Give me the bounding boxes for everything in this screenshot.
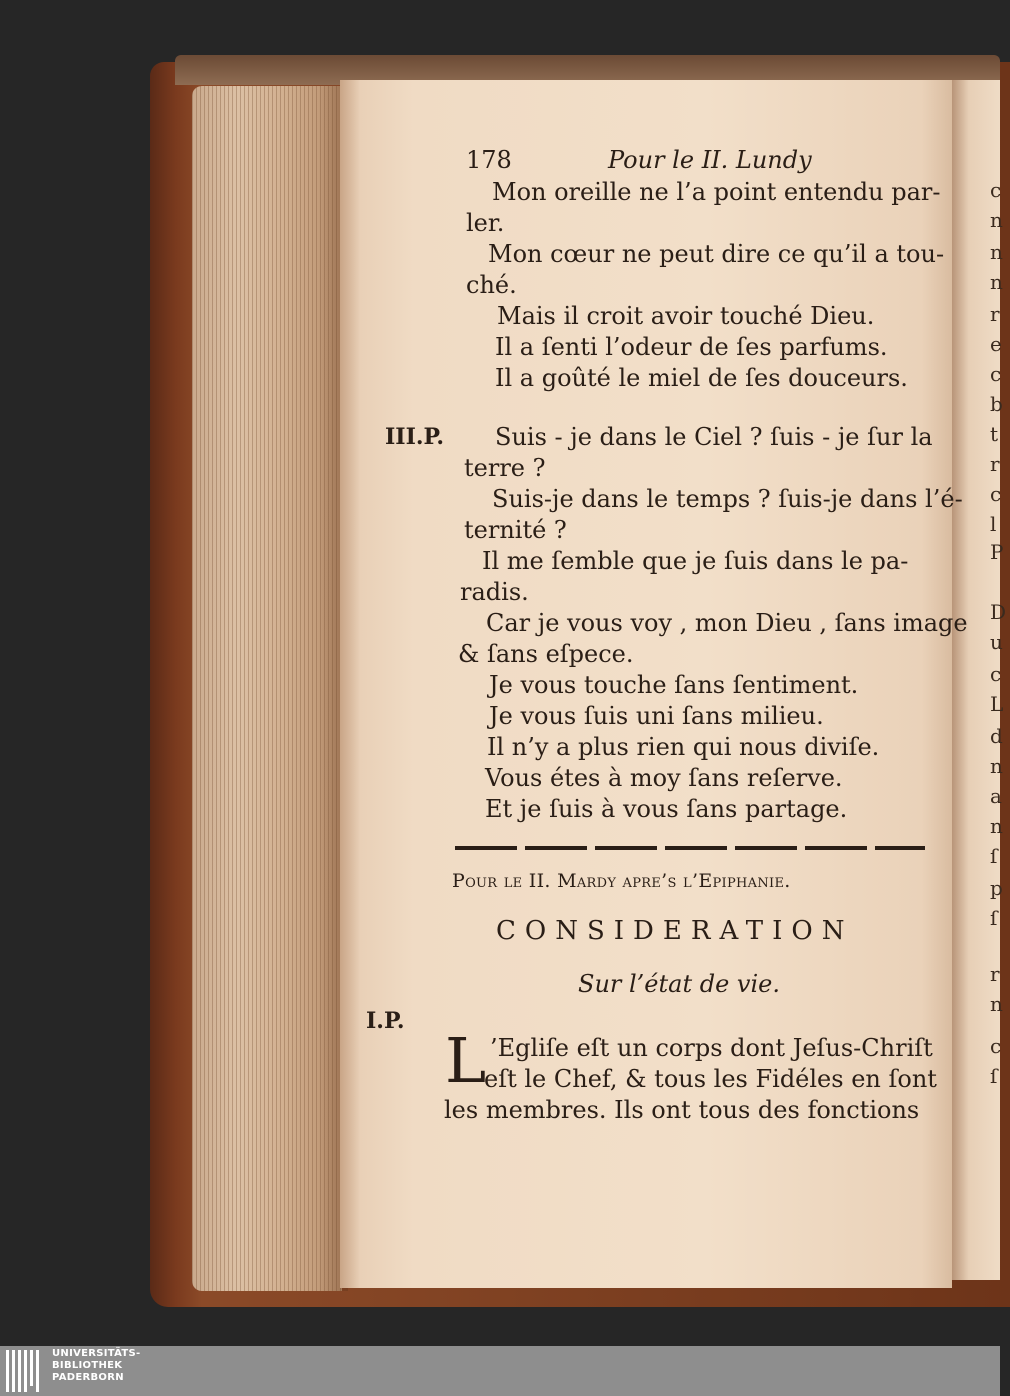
facing-page-char: ſ <box>990 906 998 930</box>
text-line: Car je vous voy , mon Dieu , ſans image <box>486 609 968 637</box>
text-line: Mon oreille ne l’a point entendu par- <box>492 178 941 206</box>
text-line: terre ? <box>464 454 546 482</box>
facing-page-char: u <box>990 630 1003 654</box>
facing-page-char: D <box>990 600 1007 624</box>
facing-page-char: p <box>990 876 1003 900</box>
library-name-line: BIBLIOTHEK <box>52 1360 123 1371</box>
facing-page-char: n <box>990 208 1003 232</box>
facing-page-char: P <box>990 540 1004 564</box>
facing-page-char: c <box>990 178 1002 202</box>
facing-page-char: e <box>990 332 1002 356</box>
library-footer <box>0 1346 1000 1396</box>
facing-page-char: r <box>990 302 1000 326</box>
facing-page-char: n <box>990 270 1003 294</box>
text-line: & ſans eſpece. <box>458 640 634 668</box>
text-line: Je vous ſuis uni ſans milieu. <box>489 702 824 730</box>
facing-page-char: t <box>990 422 999 446</box>
facing-page-char: b <box>990 392 1003 416</box>
page-number: 178 <box>466 146 512 174</box>
text-line: Il me ſemble que je ſuis dans le pa- <box>482 547 909 575</box>
section-title: Pour le II. Mardy apre’s l’Epiphanie. <box>452 870 791 892</box>
drop-cap: L <box>445 1024 487 1097</box>
facing-page-char: c <box>990 362 1002 386</box>
text-line: eſt le Chef, & tous les Fidéles en ſont <box>484 1065 937 1093</box>
library-name-line: PADERBORN <box>52 1372 124 1383</box>
text-line: les membres. Ils ont tous des fonctions <box>444 1096 920 1124</box>
facing-page-char: a <box>990 784 1002 808</box>
library-name-line: UNIVERSITÄTS- <box>52 1348 141 1359</box>
facing-page-char: r <box>990 452 1000 476</box>
facing-page-char: r <box>990 962 1000 986</box>
section-subtitle: Sur l’état de vie. <box>578 970 780 998</box>
text-line: Suis-je dans le temps ? ſuis-je dans l’é- <box>492 485 963 513</box>
facing-page-char: c <box>990 662 1002 686</box>
section-heading: CONSIDERATION <box>496 916 854 946</box>
facing-page-char: n <box>990 992 1003 1016</box>
text-line: Il a ſenti l’odeur de ſes parfums. <box>495 333 888 361</box>
facing-page-char: d <box>990 724 1003 748</box>
text-line: Je vous touche ſans ſentiment. <box>489 671 859 699</box>
text-line: Et je ſuis à vous ſans partage. <box>485 795 848 823</box>
text-line: ché. <box>466 271 517 299</box>
text-line: Mais il croit avoir touché Dieu. <box>497 302 875 330</box>
text-line: ler. <box>466 209 505 237</box>
facing-page-char: l <box>990 512 997 536</box>
facing-page-char: L <box>990 692 1004 716</box>
library-logo-icon <box>6 1350 42 1392</box>
text-line: Il a goûté le miel de ſes douceurs. <box>495 364 908 392</box>
text-line: ternité ? <box>464 516 567 544</box>
section-divider <box>455 846 925 850</box>
text-line: Il n’y a plus rien qui nous diviſe. <box>487 733 880 761</box>
facing-page-char: n <box>990 814 1003 838</box>
text-line: radis. <box>460 578 529 606</box>
facing-page-char: c <box>990 1034 1002 1058</box>
running-title: Pour le II. Lundy <box>608 146 812 174</box>
text-line: ’Egliſe eſt un corps dont Jeſus-Chriſt <box>490 1034 933 1062</box>
margin-label-part1: I.P. <box>366 1008 405 1034</box>
text-line: Vous étes à moy ſans reſerve. <box>485 764 843 792</box>
page-gutter <box>340 80 360 1288</box>
text-line: Suis - je dans le Ciel ? ſuis - je ſur la <box>495 423 933 451</box>
facing-page-char: ſ <box>990 844 998 868</box>
margin-label-part3: III.P. <box>385 424 445 450</box>
library-name <box>52 1348 141 1384</box>
facing-page-char: n <box>990 754 1003 778</box>
facing-page-char: ſ <box>990 1064 998 1088</box>
text-line: Mon cœur ne peut dire ce qu’il a tou- <box>488 240 945 268</box>
facing-page-char: n <box>990 240 1003 264</box>
facing-page-char: c <box>990 482 1002 506</box>
